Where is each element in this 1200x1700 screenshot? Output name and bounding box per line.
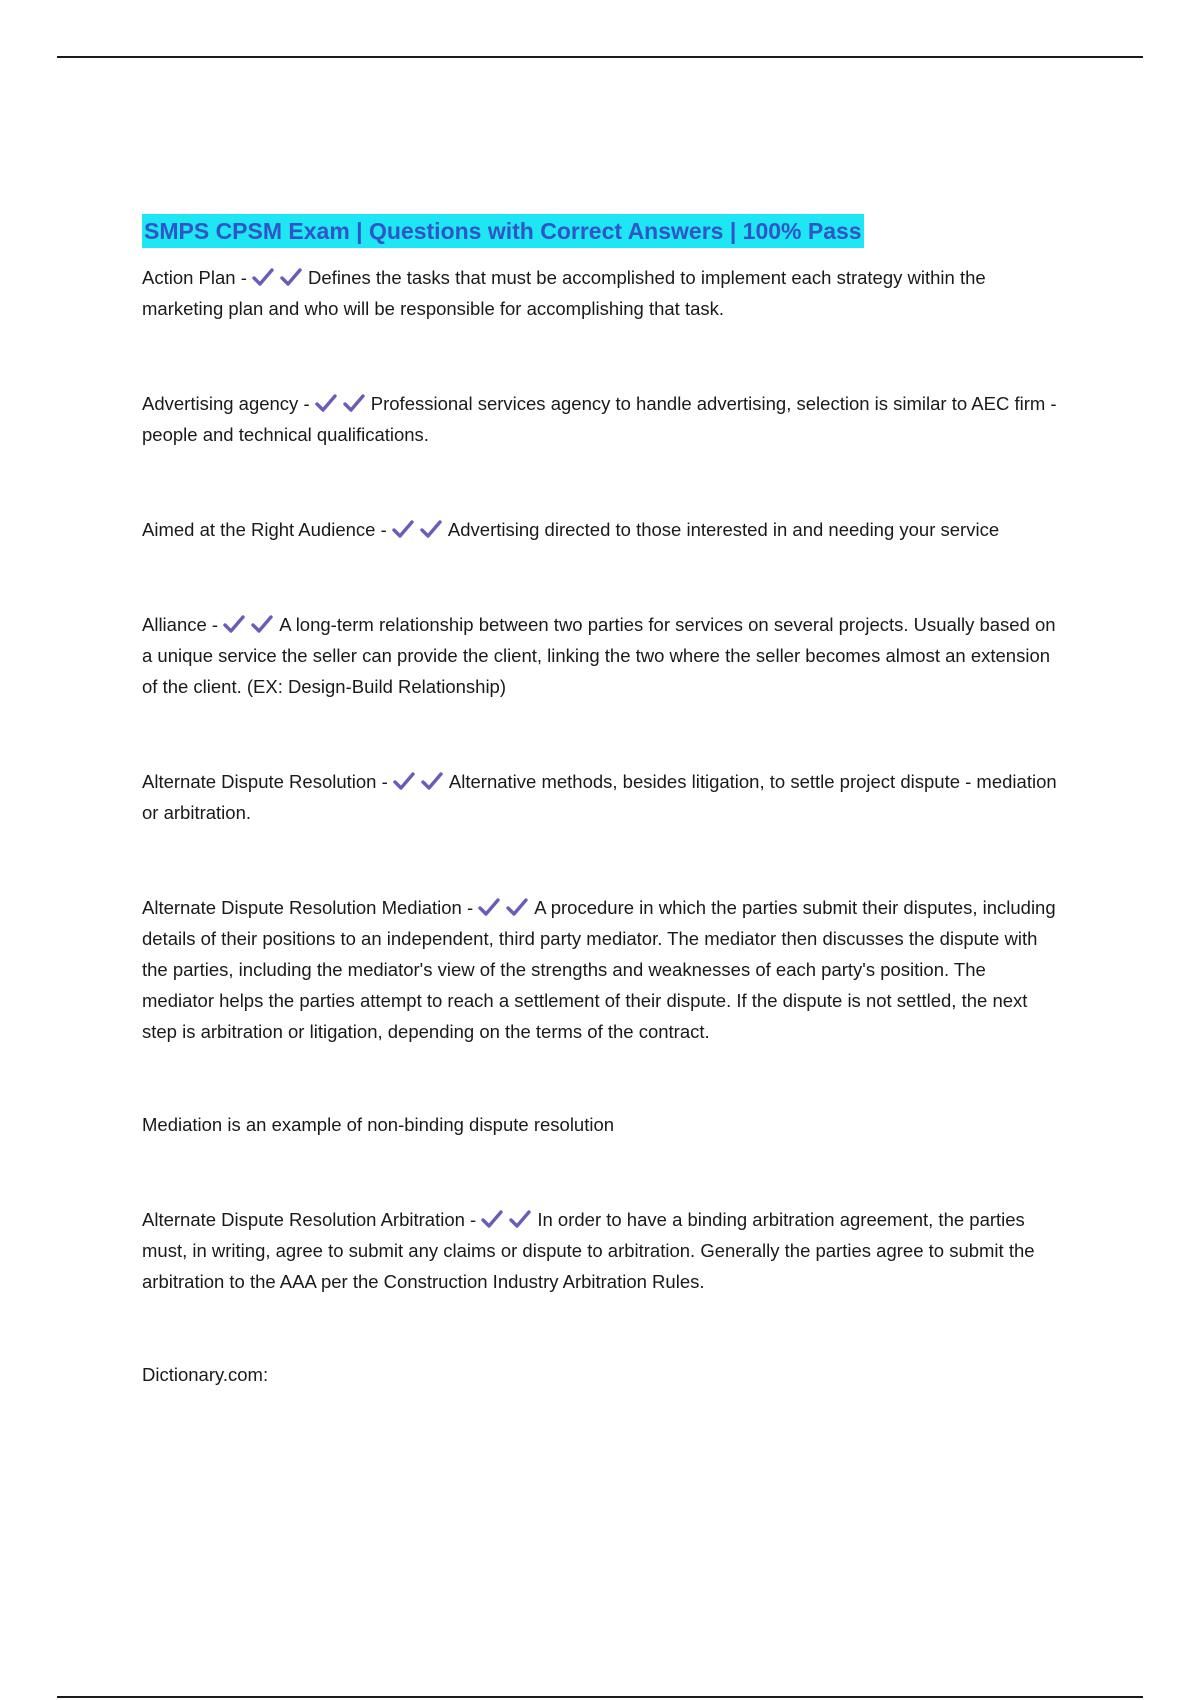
dictionary-reference: Dictionary.com: xyxy=(142,1364,269,1385)
entry-adr-mediation xyxy=(142,892,1062,1047)
entry-definition: Alternative methods, besides litigation, to settle project dispute - mediation or arbitration. xyxy=(142,771,1057,823)
check-marks xyxy=(223,614,279,635)
entry-term: Advertising agency - xyxy=(142,393,315,414)
checkmark-icon xyxy=(280,267,302,287)
document-body xyxy=(142,214,1062,1390)
checkmark-icon xyxy=(251,614,273,634)
entry-term: Aimed at the Right Audience - xyxy=(142,519,392,540)
entry-term: Alliance - xyxy=(142,614,224,635)
document-title: SMPS CPSM Exam | Questions with Correct Answers | 100% Pass xyxy=(142,214,864,248)
check-marks xyxy=(393,771,449,792)
checkmark-icon xyxy=(392,519,414,539)
entry-definition: Professional services agency to handle advertising, selection is similar to AEC firm - people and technical qualifications. xyxy=(142,393,1057,445)
checkmark-icon xyxy=(343,393,365,413)
checkmark-icon xyxy=(421,771,443,791)
entry-alternate-dispute-resolution xyxy=(142,766,1062,828)
bottom-rule xyxy=(57,1696,1143,1698)
top-rule xyxy=(57,56,1143,58)
checkmark-icon xyxy=(393,771,415,791)
entry-definition: Defines the tasks that must be accomplished to implement each strategy within the marketing plan and who will be responsible for accomplishing that task. xyxy=(142,267,986,319)
entry-term: Alternate Dispute Resolution Arbitration - xyxy=(142,1209,482,1230)
entry-action-plan xyxy=(142,262,1062,324)
entry-adr-arbitration xyxy=(142,1204,1062,1297)
entry-definition: In order to have a binding arbitration agreement, the parties must, in writing, agree to submit any claims or dispute to arbitration. Generally the parties agree to submit the arbitration to the AAA per the Construction Industry Arbitration Rules. xyxy=(142,1209,1035,1292)
check-marks xyxy=(315,393,371,414)
entry-alliance xyxy=(142,609,1062,702)
checkmark-icon xyxy=(315,393,337,413)
checkmark-icon xyxy=(506,897,528,917)
checkmark-icon xyxy=(420,519,442,539)
entry-term: Alternate Dispute Resolution - xyxy=(142,771,393,792)
check-marks xyxy=(252,267,308,288)
checkmark-icon xyxy=(478,897,500,917)
checkmark-icon xyxy=(223,614,245,634)
entry-definition: Advertising directed to those interested in and needing your service xyxy=(447,519,1000,540)
check-marks xyxy=(392,519,448,540)
checkmark-icon xyxy=(509,1209,531,1229)
check-marks xyxy=(481,1209,537,1230)
entry-aimed-at-right-audience xyxy=(142,514,1062,545)
check-marks xyxy=(478,897,534,918)
entry-definition: A long-term relationship between two parties for services on several projects. Usually based on a unique service the seller can provide the client, linking the two where the seller becomes almost an extension of the client. (EX: Design-Build Relationship) xyxy=(142,614,1056,697)
checkmark-icon xyxy=(481,1209,503,1229)
checkmark-icon xyxy=(252,267,274,287)
entry-term: Action Plan - xyxy=(142,267,253,288)
entry-definition: A procedure in which the parties submit their disputes, including details of their positions to an independent, third party mediator. The mediator then discusses the dispute with the parties, including the mediator's view of the strengths and weaknesses of each party's position. The mediator helps the parties attempt to reach a settlement of their dispute. If the dispute is not settled, the next step is arbitration or litigation, depending on the terms of the contract. xyxy=(142,897,1056,1042)
entry-term: Alternate Dispute Resolution Mediation - xyxy=(142,897,479,918)
mediation-note: Mediation is an example of non-binding dispute resolution xyxy=(142,1114,615,1135)
entry-advertising-agency xyxy=(142,388,1062,450)
